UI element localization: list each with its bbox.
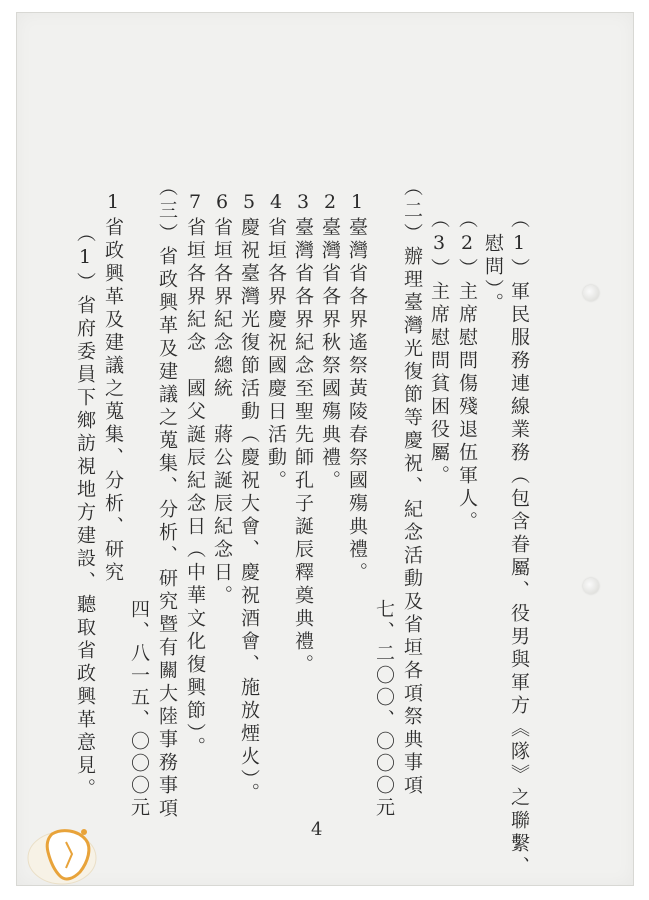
item-3-poor-families: （3）主席慰問貧困役屬。 <box>428 209 450 488</box>
taiwan-map-logo <box>22 812 118 892</box>
section-2-amount: 七、二〇〇、〇〇〇元 <box>373 599 395 819</box>
section-3-heading: （三）省政興革及建議之蒐集、分析、研究暨有關大陸事務事項 <box>156 177 178 821</box>
section-2-item-2: 2臺灣省各界秋祭國殤典禮。 <box>319 191 341 493</box>
section-3-amount: 四、八一五、〇〇〇元 <box>128 599 150 819</box>
section-2-heading: （二）辦理臺灣光復節等慶祝、紀念活動及省垣各項祭典事項 <box>401 177 423 798</box>
section-2-item-3: 3臺灣省各界紀念至聖先師孔子誕辰釋奠典禮。 <box>292 191 314 677</box>
page-number: 4 <box>311 819 323 840</box>
item-1-military-civilian-service: （1）軍民服務連線業務（包含眷屬、役男與軍方《隊》之聯繫、 <box>508 209 530 879</box>
document-page <box>16 12 634 886</box>
item-2-disabled-veterans: （2）主席慰問傷殘退伍軍人。 <box>456 209 478 534</box>
section-2-item-1: 1臺灣省各界遙祭黃陵春祭國殤典禮。 <box>346 191 368 585</box>
item-1-continuation: 慰問）。 <box>482 233 504 316</box>
section-2-item-4: 4省垣各界慶祝國慶日活動。 <box>265 191 287 493</box>
section-3-item-1-sub-1: （1）省府委員下鄉訪視地方建設、聽取省政興革意見。 <box>74 223 96 801</box>
binder-hole-bottom <box>583 578 599 594</box>
section-2-item-6: 6省垣各界紀念總統 蔣公誕辰紀念日。 <box>211 191 233 608</box>
section-3-item-1: 1省政興革及建議之蒐集、分析、研究 <box>102 191 124 585</box>
section-2-item-7: 7省垣各界紀念 國父誕辰紀念日（中華文化復興節）。 <box>184 191 206 760</box>
binder-hole-top <box>583 285 599 301</box>
section-2-item-5: 5慶祝臺灣光復節活動（慶祝大會、慶祝酒會、施放煙火）。 <box>238 191 260 806</box>
